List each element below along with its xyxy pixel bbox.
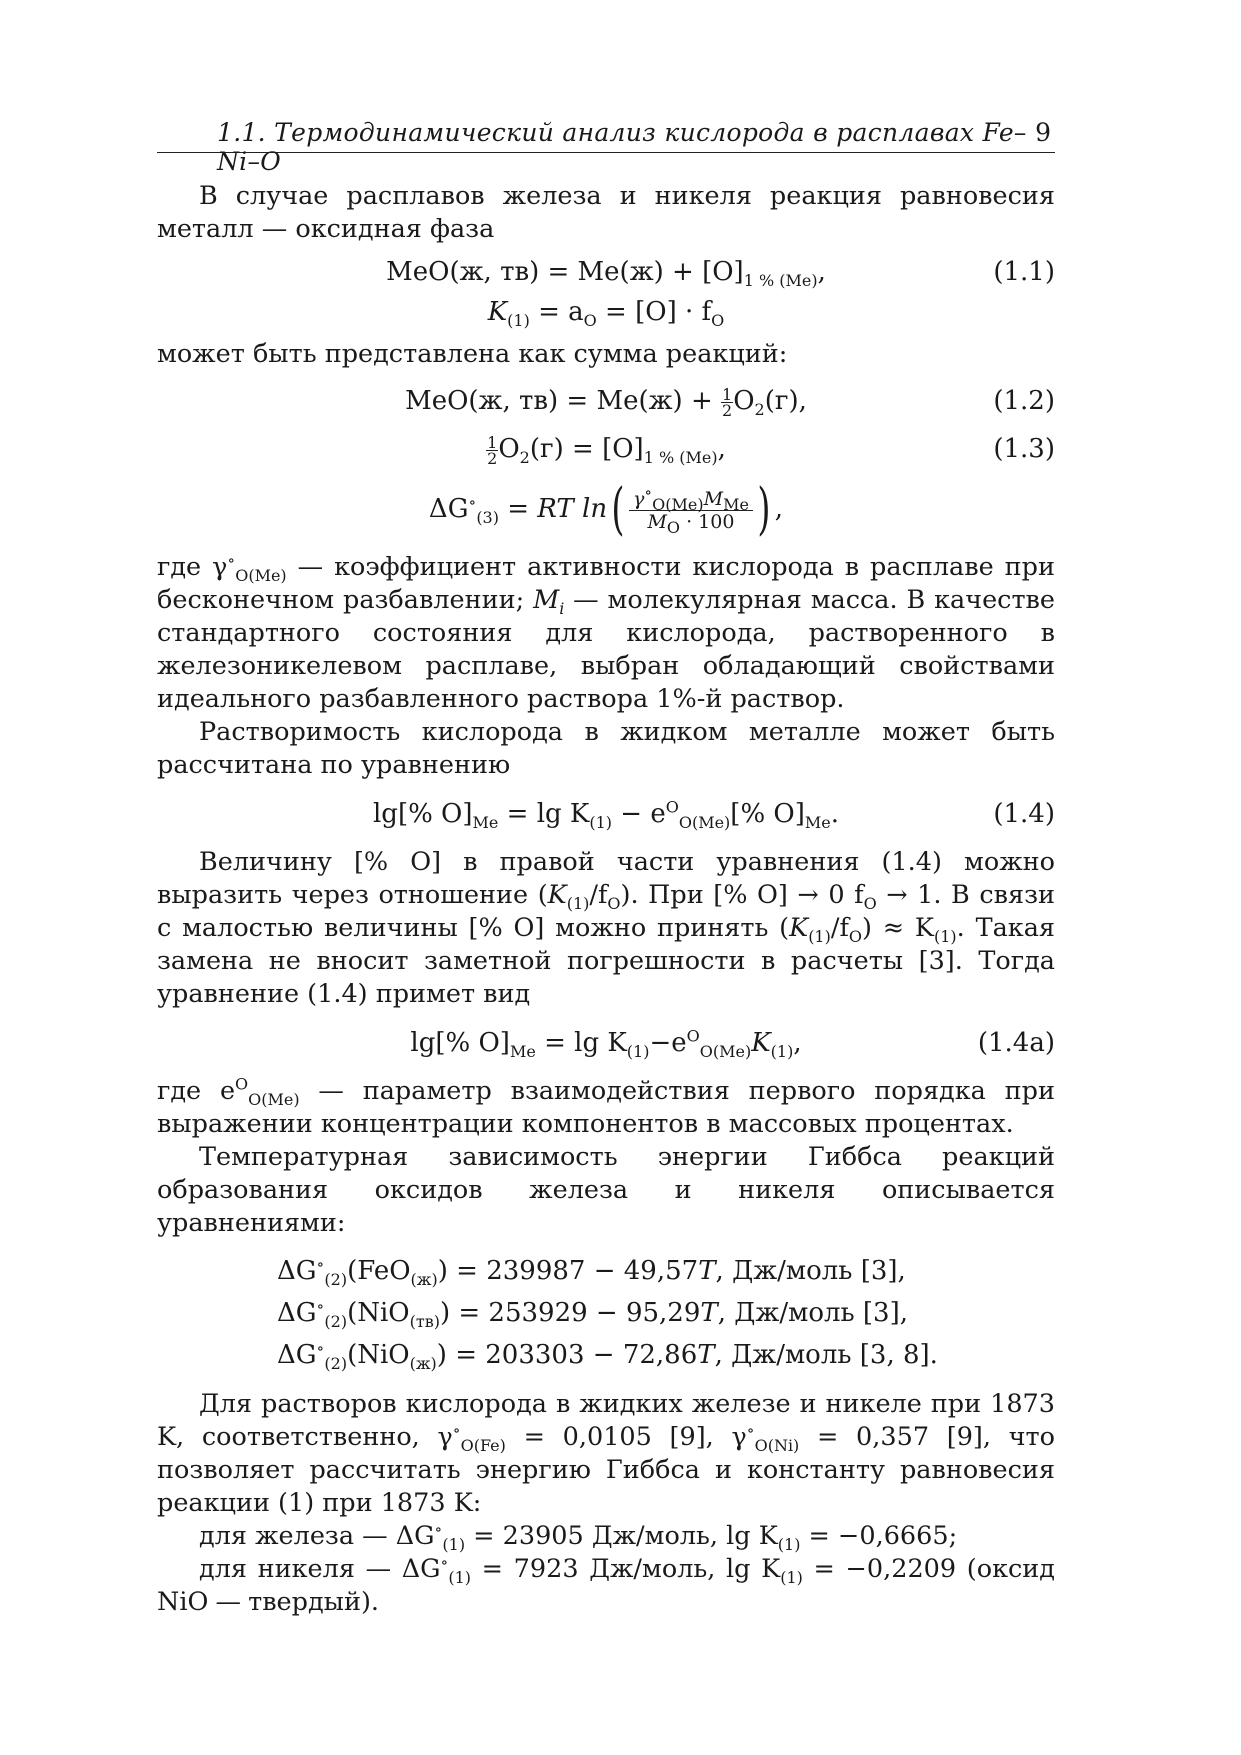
fraction: $\frac{\gamma^\circ_{O(Me)}M_{Me}}{M_O \cdot 100}$ — [629, 488, 753, 533]
page-number: 9 — [1035, 118, 1051, 147]
running-title: 1.1. Термодинамический анализ кислорода в расплавах Fe–Ni–O — [217, 118, 1027, 176]
equation-1-1-a: MeO(ж, $тв) = Me(ж) + [O]_{1 \% (Me)}$, (1.1) — [157, 252, 1055, 292]
gibbs-equations — [157, 1250, 1055, 1376]
paragraph-9: для железа — $\Delta G^\circ_{(1)} = 23905$ Дж/моль, $\lg K_{(1)} = -0,6665$; — [199, 1519, 958, 1555]
equation-number: (1.4a) — [977, 1028, 1055, 1058]
paragraph-8: Для растворов кислорода в жидких железе и никеле при 1873 K, соответственно, $\gamma^\circ_{O(Fe)} = 0,0105$ [9], $\gamma^\circ_{O(Ni)} = 0,357$ [9], что позволяет рассчитать энергию Гиббса и константу равновесия реакции (1) при 1873 K: — [157, 1389, 1056, 1518]
equation-dg3: $\Delta G^\circ_{(3)}$ = RT ln( $\frac{\gamma^\circ_{O(Me)}M_{Me}}{M_O \cdot 100}$ ) , — [428, 477, 784, 542]
gibbs-eq-feo-liquid: $\Delta G^\circ_{(2)}(FeO_{(ж)}) = 239987 - 49,57T$, Дж/моль [3], — [277, 1254, 906, 1290]
paragraph-7: Температурная зависимость энергии Гиббса реакций образования оксидов железа и никеля описывается уравнениями: — [157, 1142, 1055, 1238]
equation-1-4: lg[% $O]_{Me} = \lg K_{(1)} - e^O_{O(Me)}[\%$ $O]_{Me}$. (1.4) — [157, 794, 1055, 834]
equation-number: (1.2) — [993, 386, 1055, 416]
equation-number: (1.1) — [993, 257, 1055, 287]
paragraph-4: Растворимость кислорода в жидком металле может быть рассчитана по уравнению — [157, 717, 1055, 780]
equation-1-1-b: $K_{(1)} = a_O = [O] \cdot f_O$ — [487, 297, 725, 331]
equation-1-4a: lg[% $O]_{Me} = \lg K_{(1)}-e^O_{O(Me)}K_{(1)}$, (1.4a) — [157, 1023, 1055, 1063]
equation-1-3: $\frac{1}{2}$ $O_2(г) = [O]_{1 \% (Me)}$, (1.3) — [157, 425, 1055, 473]
equation-number: (1.4) — [993, 799, 1055, 829]
equation-number: (1.3) — [993, 434, 1055, 464]
equation-1-2: MeO(ж, тв) = Me(ж) + $\frac{1}{2}$ $O_2(г)$, (1.2) — [157, 377, 1055, 425]
paragraph-2: может быть представлена как сумма реакций: — [157, 339, 788, 369]
gibbs-eq-nio-liquid: $\Delta G^\circ_{(2)}(NiO_{(ж)}) = 203303 - 72,86T$, Дж/моль [3, 8]. — [277, 1338, 938, 1374]
running-header — [157, 118, 1055, 176]
paragraph-10: для никеля — $\Delta G^\circ_{(1)} = 7923$ Дж/моль, $\lg K_{(1)} = -0,2209$ (оксид NiO — твердый). — [157, 1552, 1055, 1617]
text-body — [157, 180, 1055, 1619]
paragraph-3: где $\gamma^\circ_{O(Me)}$ — коэффициент активности кислорода в расплаве при бесконечном разбавлении; $M_i$ — молекулярная масса. В качестве стандартного состояния для кислорода, растворенного в железоникелевом расплаве, выбран обладающий свойствами идеального разбавленного раствора 1%-й раствор. — [157, 550, 1055, 714]
gibbs-eq-nio-solid: $\Delta G^\circ_{(2)}(NiO_{(тв)}) = 253929 - 95,29T$, Дж/моль [3], — [277, 1296, 909, 1332]
paragraph-6: где $e^O_{O(Me)}$ — параметр взаимодействия первого порядка при выражении концентрации компонентов в массовых процентах. — [157, 1074, 1055, 1139]
paragraph-1: В случае расплавов железа и никеля реакция равновесия металл — оксидная фаза — [157, 181, 1055, 244]
paragraph-5: Величину [% O] в правой части уравнения (1.4) можно выразить через отношение $(K_{(1)}/f_O)$. При [% O] → 0 $f_O \to 1$. В связи с малостью величины [% O] можно принять $(K_{(1)}/f_O) \approx K_{(1)}$. Такая замена не вносит заметной погрешности в расчеты [3]. Тогда уравнение (1.4) примет вид — [157, 847, 1056, 1009]
